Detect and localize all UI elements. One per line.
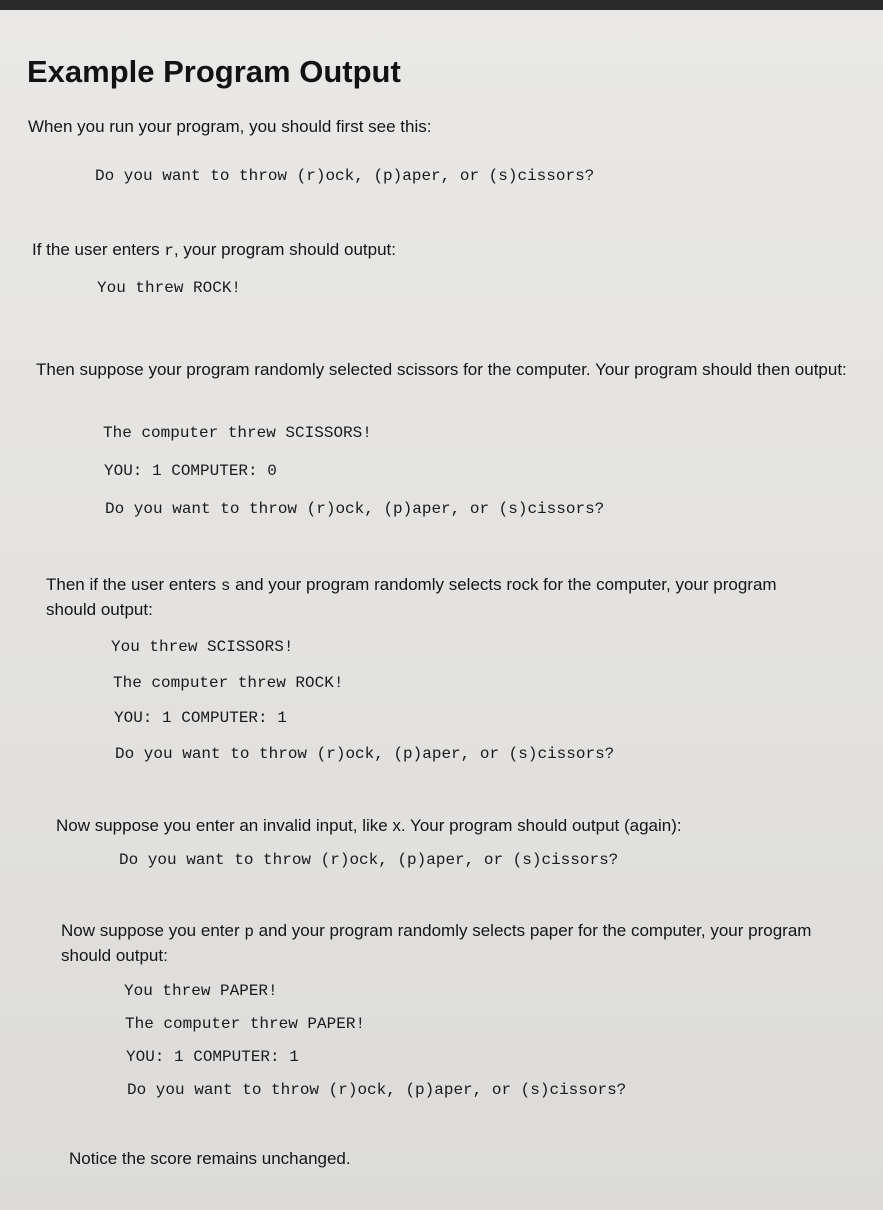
- paragraph-text: and your program randomly selects rock for the computer, your program should output:: [46, 575, 777, 619]
- code-line: You threw PAPER!: [124, 982, 278, 1000]
- code-line: Do you want to throw (r)ock, (p)aper, or (s)cissors?: [119, 851, 619, 869]
- paragraph-text: Now suppose you enter: [61, 921, 245, 940]
- code-line: The computer threw PAPER!: [125, 1015, 366, 1033]
- paragraph-invalid-input: Now suppose you enter an invalid input, like x. Your program should output (again):: [56, 816, 682, 835]
- code-line: YOU: 1 COMPUTER: 0: [104, 462, 277, 480]
- paragraph-user-enters-p: [61, 919, 831, 968]
- inline-code: r: [164, 242, 174, 260]
- code-line: The computer threw ROCK!: [113, 674, 344, 692]
- paragraph-text: , your program should output:: [173, 240, 396, 259]
- inline-code: s: [220, 577, 231, 595]
- code-line: YOU: 1 COMPUTER: 1: [126, 1048, 299, 1066]
- code-line: You threw SCISSORS!: [111, 638, 294, 656]
- paragraph-text: Then if the user enters: [46, 575, 221, 594]
- code-line: The computer threw SCISSORS!: [103, 424, 372, 442]
- paragraph-text: If the user enters: [32, 240, 165, 259]
- paragraph-score-unchanged: Notice the score remains unchanged.: [69, 1149, 351, 1168]
- code-line: Do you want to throw (r)ock, (p)aper, or (s)cissors?: [115, 745, 615, 763]
- document-page: [0, 10, 883, 1210]
- paragraph-computer-scissors: Then suppose your program randomly selected scissors for the computer. Your program should then output:: [36, 360, 847, 379]
- paragraph-user-enters-r: [32, 238, 832, 263]
- top-bar: [0, 0, 883, 10]
- code-line: YOU: 1 COMPUTER: 1: [114, 709, 287, 727]
- paragraph-user-enters-s: [46, 573, 816, 622]
- intro-paragraph: When you run your program, you should first see this:: [28, 117, 432, 136]
- paragraph-text: and your program randomly selects paper for the computer, your program should output:: [61, 921, 812, 965]
- inline-code: p: [244, 923, 254, 941]
- code-line: Do you want to throw (r)ock, (p)aper, or (s)cissors?: [127, 1081, 627, 1099]
- code-you-threw-rock: You threw ROCK!: [97, 279, 242, 297]
- page-title: Example Program Output: [27, 54, 401, 89]
- code-first-prompt: Do you want to throw (r)ock, (p)aper, or (s)cissors?: [95, 167, 595, 185]
- code-line: Do you want to throw (r)ock, (p)aper, or (s)cissors?: [105, 500, 605, 518]
